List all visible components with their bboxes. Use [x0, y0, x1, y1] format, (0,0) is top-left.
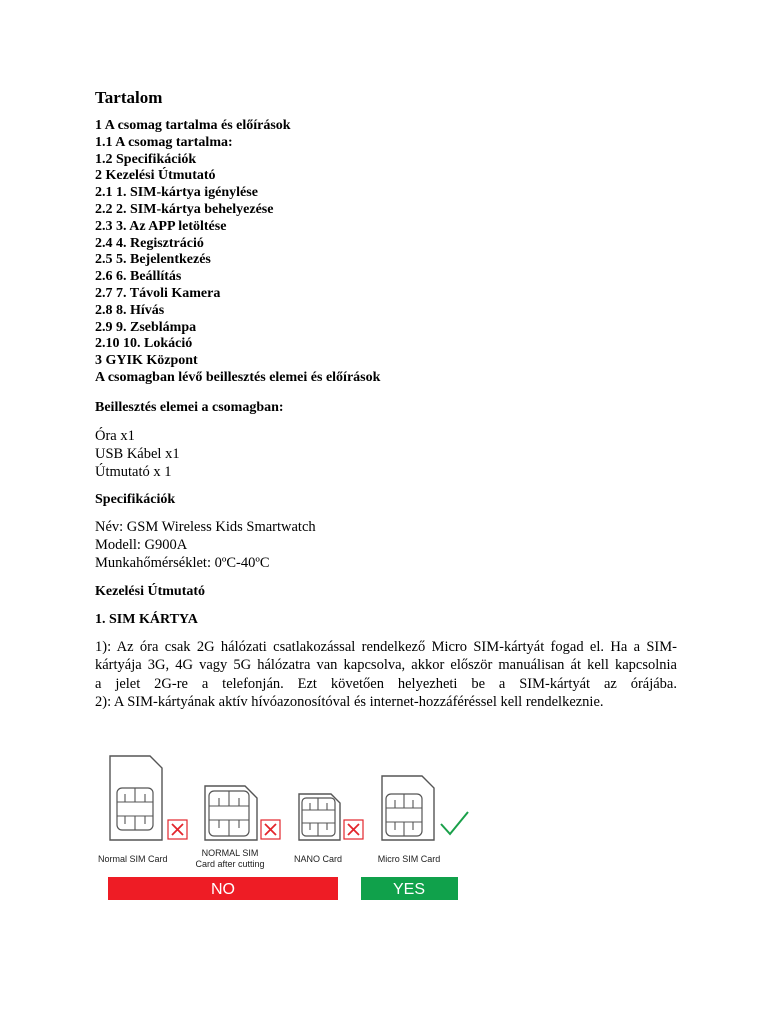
- card-caption: Card after cutting: [195, 859, 265, 869]
- spec-line: Modell: G900A: [95, 537, 188, 553]
- sim-paragraph: [95, 638, 677, 711]
- paragraph-line: 1): Az óra csak 2G hálózati csatlakozással rendelkező Micro SIM-kártyát fogad el. Ha a SIM-: [95, 639, 677, 655]
- toc-item[interactable]: 1 A csomag tartalma és előírások: [95, 118, 291, 133]
- toc-item[interactable]: 2.3 3. Az APP letöltése: [95, 218, 227, 234]
- card-caption: Micro SIM Card: [377, 854, 441, 864]
- paragraph-line: kártyája 3G, 4G vagy 5G hálózatra van kapcsolva, akkor először manuálisan át kell kapcsolnia: [95, 657, 677, 674]
- specs-heading: Specifikációk: [95, 492, 176, 507]
- toc-item[interactable]: 2 Kezelési Útmutató: [95, 168, 216, 184]
- card-caption: NANO Card: [293, 854, 343, 864]
- toc-item[interactable]: 1.1 A csomag tartalma:: [95, 134, 233, 150]
- toc-item[interactable]: 2.1 1. SIM-kártya igénylése: [95, 185, 258, 201]
- spec-line: Munkahőmérséklet: 0ºC-40ºC: [95, 555, 270, 571]
- sim-heading: 1. SIM KÁRTYA: [95, 612, 198, 627]
- no-label: NO: [211, 881, 235, 898]
- toc-item[interactable]: 2.7 7. Távoli Kamera: [95, 285, 221, 301]
- toc-item[interactable]: 2.5 5. Bejelentkezés: [95, 252, 211, 268]
- usage-heading: Kezelési Útmutató: [95, 584, 206, 599]
- toc-item[interactable]: A csomagban lévő beillesztés elemei és előírások: [95, 369, 381, 385]
- paragraph-line: a jelet 2G-re a telefonján. Ezt követően helyezheti be a SIM-kártyát az órájába.: [95, 675, 677, 692]
- package-item: Útmutató x 1: [95, 464, 172, 480]
- normal-sim-card-icon: [110, 756, 162, 840]
- sim-card-figure: [95, 750, 475, 902]
- cross-mark-icon: [344, 820, 363, 839]
- micro-sim-card-icon: [382, 776, 434, 840]
- spec-line: Név: GSM Wireless Kids Smartwatch: [95, 519, 316, 535]
- cross-mark-icon: [261, 820, 280, 839]
- toc-title: Tartalom: [95, 88, 163, 107]
- toc-item[interactable]: 2.10 10. Lokáció: [95, 336, 193, 352]
- table-of-contents: [95, 118, 380, 387]
- package-heading: Beillesztés elemei a csomagban:: [95, 400, 284, 415]
- package-item: USB Kábel x1: [95, 446, 180, 462]
- nano-sim-card-icon: [299, 794, 340, 840]
- yes-label: YES: [392, 881, 426, 898]
- toc-item[interactable]: 2.8 8. Hívás: [95, 302, 165, 318]
- specs-list: [95, 518, 316, 572]
- toc-item[interactable]: 2.2 2. SIM-kártya behelyezése: [95, 201, 274, 217]
- cross-mark-icon: [168, 820, 187, 839]
- package-item: Óra x1: [95, 428, 135, 444]
- toc-item[interactable]: 3 GYIK Központ: [95, 353, 198, 369]
- package-list: [95, 427, 180, 481]
- toc-item[interactable]: 2.6 6. Beállítás: [95, 269, 182, 285]
- cut-sim-card-icon: [205, 786, 257, 840]
- toc-item[interactable]: 2.4 4. Regisztráció: [95, 235, 204, 251]
- check-mark-icon: [441, 812, 468, 834]
- card-caption: Normal SIM Card: [98, 854, 168, 864]
- toc-item[interactable]: 1.2 Specifikációk: [95, 151, 197, 167]
- card-caption: NORMAL SIM: [201, 848, 259, 858]
- toc-item[interactable]: 2.9 9. Zseblámpa: [95, 319, 197, 335]
- paragraph-line: 2): A SIM-kártyának aktív hívóazonosítóval és internet-hozzáféréssel kell rendelkeznie.: [95, 693, 604, 710]
